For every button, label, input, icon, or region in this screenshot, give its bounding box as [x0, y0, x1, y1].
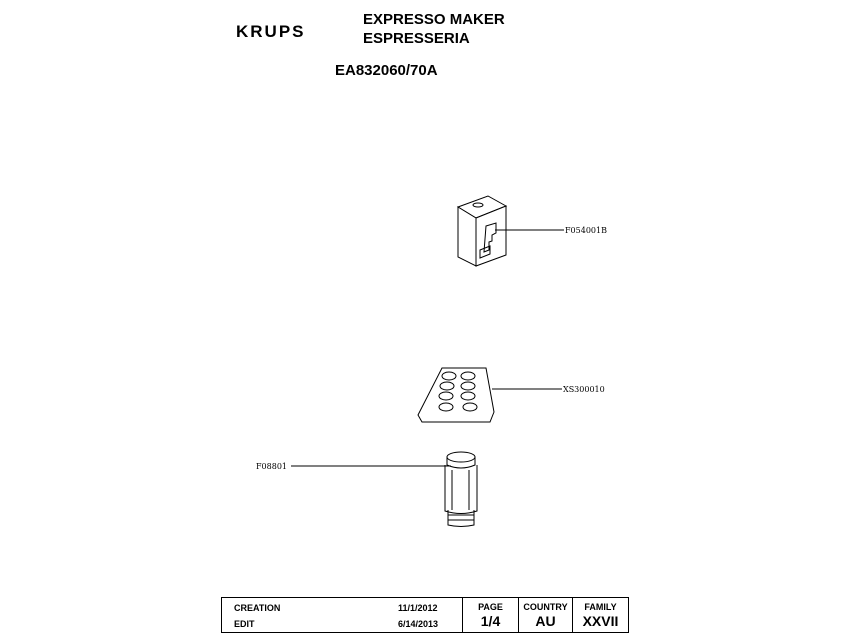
water-filter-illustration — [291, 452, 477, 527]
creation-date: 11/1/2012 — [398, 603, 438, 613]
document-title-line2: ESPRESSERIA — [363, 30, 470, 47]
family-cell — [572, 598, 628, 632]
country-value: AU — [535, 613, 556, 629]
page-cell — [462, 598, 518, 632]
model-number: EA832060/70A — [335, 62, 438, 79]
edit-date: 6/14/2013 — [398, 619, 439, 629]
part-code-descaler: F054001B — [565, 226, 607, 235]
country-label: COUNTRY — [523, 602, 568, 612]
edit-label: EDIT — [234, 619, 255, 629]
title-block — [221, 597, 629, 633]
part-code-water-filter: F08801 — [256, 462, 287, 471]
brand-logo: KRUPS — [236, 22, 306, 41]
family-label: FAMILY — [584, 602, 617, 612]
page-value: 1/4 — [480, 613, 501, 629]
family-value: XXVII — [582, 613, 619, 629]
tablet-blister-illustration — [418, 368, 562, 422]
descaler-box-illustration — [458, 196, 564, 266]
part-code-tablets: XS300010 — [563, 385, 605, 394]
country-cell — [518, 598, 572, 632]
page-label: PAGE — [478, 602, 503, 612]
creation-label: CREATION — [234, 603, 281, 613]
document-title-line1: EXPRESSO MAKER — [363, 11, 505, 28]
